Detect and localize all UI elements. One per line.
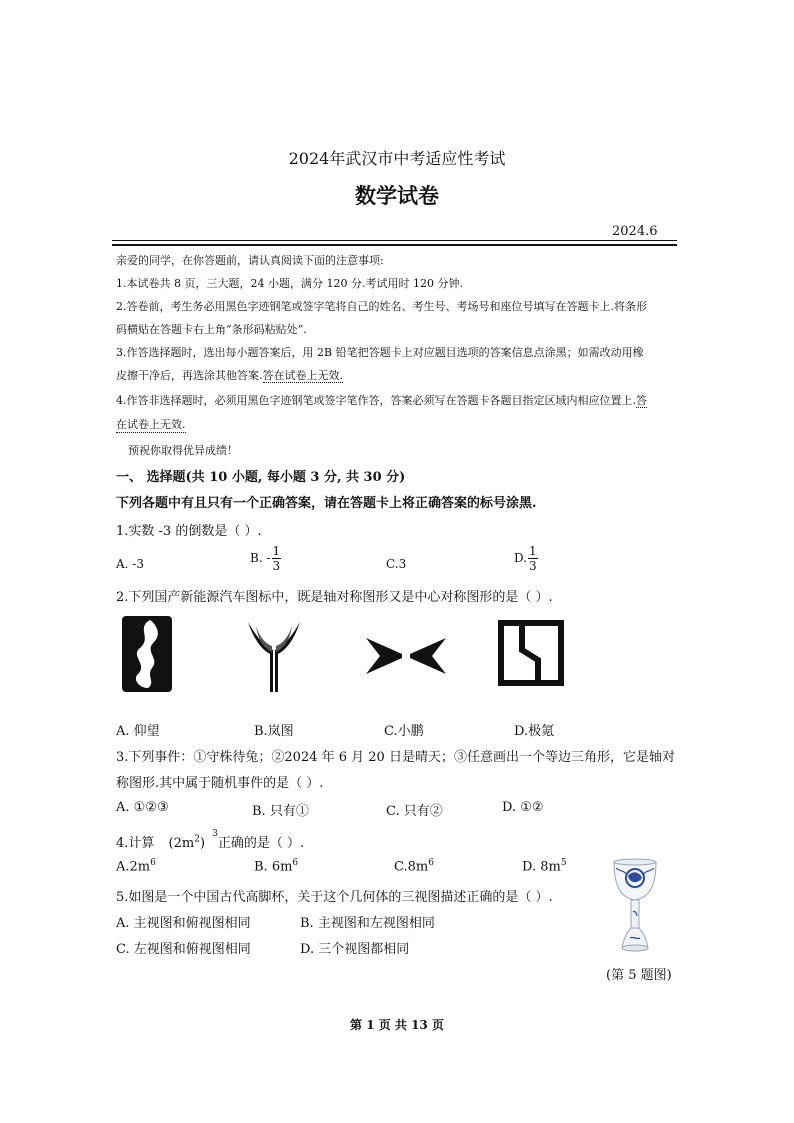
exam-title: 2024年武汉市中考适应性考试 xyxy=(288,149,506,168)
q3-option-a: A. ①②③ xyxy=(116,800,169,815)
q5-stem: 5.如图是一个中国古代高脚杯，关于这个几何体的三视图描述正确的是（ ）. xyxy=(116,890,553,905)
notes-item-4-line-1 xyxy=(116,392,647,408)
q4-expression-close: ) xyxy=(199,836,206,851)
q2-option-c: C.小鹏 xyxy=(384,724,424,739)
yangwang-logo-icon xyxy=(122,616,172,692)
q4-option-c-text: C.8m xyxy=(394,859,429,875)
q4-stem-suffix: 正确的是（ ）. xyxy=(217,836,305,851)
q4-option-b-exponent: 6 xyxy=(292,858,299,868)
notes-item-4-emphasis: 答 xyxy=(636,394,647,407)
notes-item-3-emphasis: 答在试卷上无效. xyxy=(262,369,343,382)
q4-option-a xyxy=(116,858,156,874)
q5-option-d: D. 三个视图都相同 xyxy=(300,942,410,957)
q4-stem-prefix: 4.计算 xyxy=(116,836,155,851)
q4-option-d xyxy=(522,858,567,874)
fraction-denominator: 3 xyxy=(272,559,281,573)
q1-option-d xyxy=(514,544,538,573)
notes-item-1: 1.本试卷共 8 页，三大题，24 小题，满分 120 分.考试用时 120 分钟. xyxy=(116,277,463,290)
goblet-image xyxy=(610,858,660,958)
notes-item-2-line-2: 码横贴在答题卡右上角“条形码粘贴处”. xyxy=(116,323,307,336)
q4-option-b-text: B. 6m xyxy=(254,859,293,875)
q3-option-c: C. 只有② xyxy=(386,804,443,819)
notes-item-2-line-1: 2.答卷前，考生务必用黑色字迹钢笔或签字笔将自己的姓名、考生号、考场号和座位号填写在答题卡上.将条形 xyxy=(116,300,647,313)
notes-item-3-line-1: 3.作答选择题时，选出每小题答案后，用 2B 铅笔把答题卡上对应题目选项的答案信息点涂黑；如需改动用橡 xyxy=(116,346,644,359)
notes-item-3-text: 皮擦干净后，再选涂其他答案. xyxy=(116,369,263,382)
q3-option-b: B. 只有① xyxy=(252,804,309,819)
q5-option-a: A. 主视图和俯视图相同 xyxy=(116,916,251,931)
q2-stem: 2.下列国产新能源汽车图标中，既是轴对称图形又是中心对称图形的是（ ）. xyxy=(116,590,553,605)
q4-option-d-text: D. 8m xyxy=(522,859,561,875)
q4-stem xyxy=(116,828,305,851)
q4-option-c-exponent: 6 xyxy=(428,858,434,868)
fraction-numerator: 1 xyxy=(272,544,281,558)
section-1-heading: 一、 选择题(共 10 小题, 每小题 3 分, 共 30 分) xyxy=(116,470,406,485)
q1-option-b-prefix: B. - xyxy=(250,551,271,565)
fraction-numerator: 1 xyxy=(529,544,537,558)
q5-option-b: B. 主视图和左视图相同 xyxy=(300,916,435,931)
q4-expression xyxy=(169,836,205,851)
q1-option-b xyxy=(250,544,281,573)
q4-option-a-text: A.2m xyxy=(116,859,151,875)
notes-greeting: 亲爱的同学，在你答题前，请认真阅读下面的注意事项: xyxy=(116,254,384,267)
page-number: 第 1 页 共 13 页 xyxy=(350,1018,444,1032)
header-rule-bottom xyxy=(112,244,677,246)
q3-option-d: D. ①② xyxy=(502,800,544,815)
q1-option-b-fraction xyxy=(272,544,282,573)
q1-option-d-fraction xyxy=(528,544,538,573)
q5-figure-caption: (第 5 题图) xyxy=(606,968,672,983)
exam-date: 2024.6 xyxy=(612,224,658,239)
notes-item-3-line-2 xyxy=(116,367,343,383)
q4-option-d-exponent: 5 xyxy=(560,858,567,868)
section-1-instruction: 下列各题中有且只有一个正确答案，请在答题卡上将正确答案的标号涂黑. xyxy=(116,496,537,511)
q2-option-a: A. 仰望 xyxy=(116,724,160,739)
q5-option-c: C. 左视图和俯视图相同 xyxy=(116,942,251,957)
q4-expression-base: (2m xyxy=(168,836,195,851)
q1-stem: 1.实数 -3 的倒数是（ ）. xyxy=(116,524,262,539)
q1-option-d-prefix: D. xyxy=(514,551,528,565)
xpeng-logo-icon xyxy=(366,636,446,676)
notes-wish: 预祝你取得优异成绩！ xyxy=(128,444,238,457)
q4-inner-exponent: 2 xyxy=(194,834,200,845)
q2-option-d: D.极氪 xyxy=(514,724,555,739)
notes-item-4-line-2: 在试卷上无效. xyxy=(116,418,186,431)
notes-item-4-text: 4.作答非选择题时，必须用黑色字迹钢笔或签字笔作答，答案必须写在答题卡各题目指定区域内相应位置上. xyxy=(116,394,636,407)
q4-option-a-exponent: 6 xyxy=(150,858,156,868)
q1-option-a: A. -3 xyxy=(116,557,144,571)
fraction-denominator: 3 xyxy=(529,559,537,573)
zeekr-logo-icon xyxy=(498,620,564,686)
q4-outer-exponent: 3 xyxy=(212,828,218,839)
q4-option-c xyxy=(394,858,434,874)
subject-title: 数学试卷 xyxy=(355,184,439,208)
voyah-logo-icon xyxy=(246,620,302,694)
q1-option-c: C.3 xyxy=(386,557,407,571)
q4-option-b xyxy=(254,858,298,874)
q2-option-b: B.岚图 xyxy=(254,724,294,739)
header-rule-top xyxy=(112,240,677,241)
q3-stem-line-2: 称图形.其中属于随机事件的是（ ）. xyxy=(116,776,324,791)
q3-stem-line-1: 3.下列事件：①守株待兔；②2024 年 6 月 20 日是晴天；③任意画出一个等边三角形，它是轴对 xyxy=(116,750,675,765)
